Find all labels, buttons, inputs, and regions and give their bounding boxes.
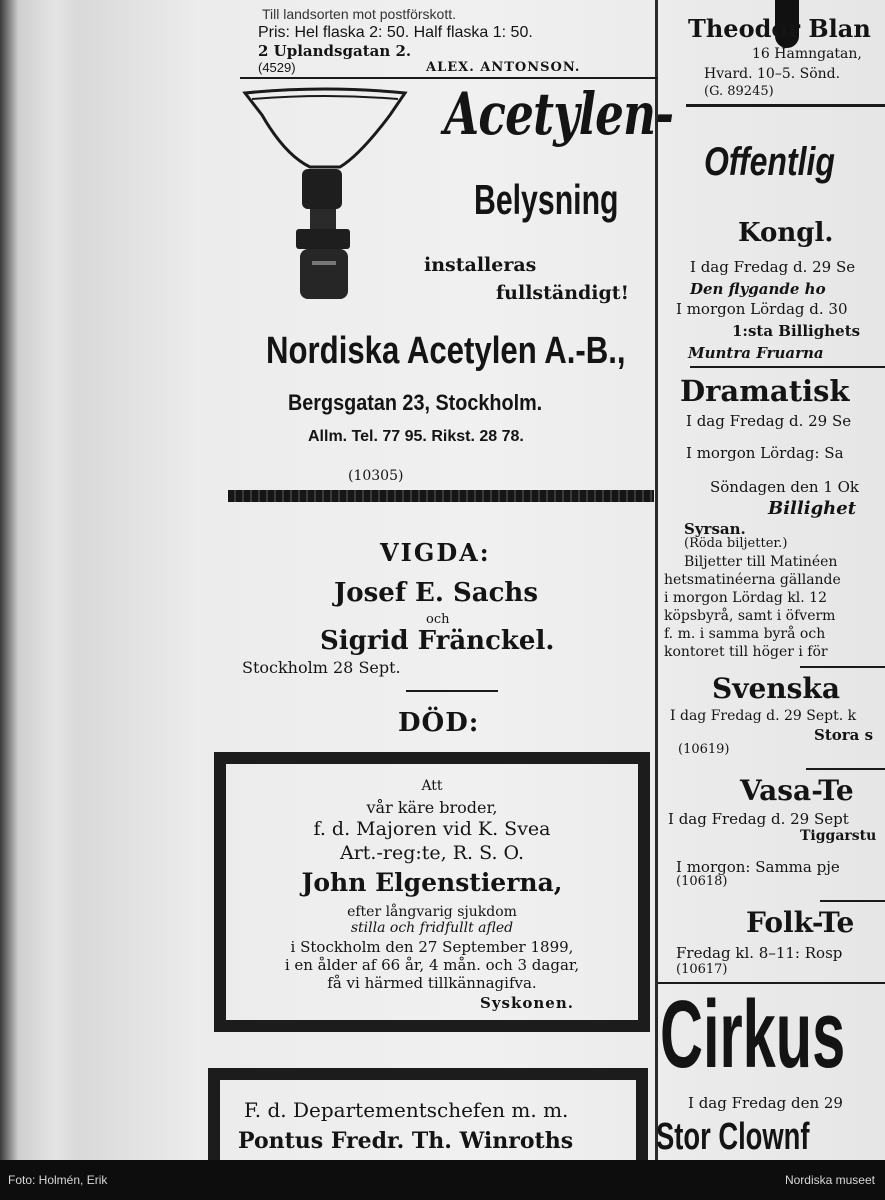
top-ad-signer: ALEX. ANTONSON. — [426, 60, 581, 75]
svenska-heading: Svenska — [712, 672, 840, 705]
acetylene-lamp-icon — [240, 85, 410, 310]
ad-line-installeras: installeras — [424, 254, 537, 276]
ad-subhead: Belysning — [474, 176, 619, 223]
top-ad-rule — [240, 77, 658, 79]
top-ad-line-1: Till landsorten mot postförskott. — [262, 6, 457, 22]
vasa-line-2: Tiggarstu — [800, 828, 877, 844]
dramatiska-line-8: hetsmatinéerna gällande — [664, 572, 841, 588]
folk-ref: (10617) — [676, 962, 728, 977]
vasa-ref: (10618) — [676, 874, 728, 889]
kongl-line-3: I morgon Lördag d. 30 — [676, 300, 848, 318]
death-line-announce: få vi härmed tillkännagifva. — [327, 974, 537, 992]
death-header: DÖD: — [398, 708, 480, 738]
theodor-ad-street: 16 Hamngatan, — [752, 46, 862, 62]
right-rule-3 — [800, 666, 885, 668]
dramatiska-heading: Dramatisk — [680, 374, 850, 408]
death-name: John Elgenstierna, — [301, 868, 563, 897]
theodor-ad-hours: Hvard. 10–5. Sönd. — [704, 66, 841, 82]
svenska-ref: (10619) — [678, 742, 730, 757]
ad-bottom-rule — [228, 490, 654, 502]
kongl-line-4: 1:sta Billighets — [732, 322, 861, 340]
dramatiska-line-6: (Röda biljetter.) — [684, 536, 788, 551]
marriage-place-date: Stockholm 28 Sept. — [242, 658, 401, 677]
death-signed: Syskonen. — [480, 994, 574, 1012]
kongl-heading: Kongl. — [738, 218, 834, 248]
right-rule-2 — [690, 366, 885, 368]
death-line-age: i en ålder af 66 år, 4 mån. och 3 dagar, — [284, 956, 580, 974]
death-line-majoren: f. d. Majoren vid K. Svea — [313, 818, 551, 840]
photo-credit-bar — [0, 1160, 885, 1200]
vasa-heading: Vasa-Te — [740, 774, 854, 807]
theodor-ad-ref: (G. 89245) — [704, 84, 774, 99]
ad-company: Nordiska Acetylen A.-B., — [266, 330, 626, 372]
death-line-sjukdom: efter långvarig sjukdom — [347, 904, 517, 920]
top-ad-ref: (4529) — [258, 60, 296, 75]
death-line-att: Att — [421, 778, 443, 794]
column-divider — [655, 0, 658, 1160]
dramatiska-line-5: Syrsan. — [684, 520, 746, 538]
dramatiska-line-7: Biljetter till Matinéen — [684, 554, 838, 570]
marriage-bride: Sigrid Fränckel. — [320, 626, 555, 656]
dramatiska-line-4: Billighet — [768, 498, 857, 519]
kongl-line-1: I dag Fredag d. 29 Se — [690, 258, 856, 276]
dramatiska-line-11: f. m. i samma byrå och — [664, 626, 826, 642]
ad-address: Bergsgatan 23, Stockholm. — [288, 390, 543, 415]
marriage-rule — [406, 690, 498, 692]
ad-line-fullstandigt: fullständigt! — [496, 282, 629, 304]
offentliga-heading: Offentlig — [704, 140, 835, 184]
death-line-broder: vår käre broder, — [366, 798, 498, 817]
theodor-ad-title: Theodor Blan — [688, 14, 871, 43]
marriage-header: VIGDA: — [380, 538, 491, 567]
kongl-line-5: Muntra Fruarna — [688, 344, 824, 362]
dramatiska-line-3: Söndagen den 1 Ok — [710, 478, 860, 496]
cirkus-line-1: I dag Fredag den 29 — [688, 1094, 843, 1112]
death-line-date: i Stockholm den 27 September 1899, — [290, 938, 574, 956]
marriage-groom: Josef E. Sachs — [334, 578, 538, 608]
dramatiska-line-10: köpsbyrå, samt i öfverm — [664, 608, 836, 624]
institution-name: Nordiska museet — [784, 1173, 875, 1187]
ad-ref: (10305) — [348, 468, 404, 484]
ad-phones: Allm. Tel. 77 95. Rikst. 28 78. — [308, 428, 524, 445]
right-rule-1 — [686, 104, 885, 107]
dramatiska-line-9: i morgon Lördag kl. 12 — [664, 590, 827, 606]
right-rule-5 — [820, 900, 885, 902]
vasa-line-3: I morgon: Samma pje — [676, 858, 840, 876]
folk-line-1: Fredag kl. 8–11: Rosp — [676, 944, 843, 962]
top-ad-price: Pris: Hel flaska 2: 50. Half flaska 1: 50. — [258, 24, 533, 41]
death-line-regemente: Art.-reg:te, R. S. O. — [339, 842, 525, 864]
second-notice-line-1: F. d. Departementschefen m. m. — [244, 1098, 569, 1122]
dramatiska-line-12: kontoret till höger i för — [664, 644, 828, 660]
ad-headline: Acetylen- — [444, 80, 674, 148]
cirkus-line-2: Stor Clownf — [656, 1116, 810, 1158]
marriage-och: och — [426, 612, 450, 627]
svenska-line-1: I dag Fredag d. 29 Sept. k — [670, 708, 857, 724]
folk-heading: Folk-Te — [746, 906, 855, 939]
kongl-line-2: Den flygande ho — [690, 280, 826, 298]
cirkus-heading: Cirkus — [660, 981, 846, 1088]
second-notice-line-2: Pontus Fredr. Th. Winroths — [238, 1128, 574, 1154]
dramatiska-line-1: I dag Fredag d. 29 Se — [686, 412, 852, 430]
photo-credit: Foto: Holmén, Erik — [8, 1173, 108, 1187]
svenska-line-2: Stora s — [814, 726, 874, 744]
death-line-stilla: stilla och fridfullt afled — [350, 920, 514, 936]
right-rule-4 — [806, 768, 885, 770]
dramatiska-line-2: I morgon Lördag: Sa — [686, 444, 844, 462]
vasa-line-1: I dag Fredag d. 29 Sept — [668, 810, 849, 828]
top-ad-address: 2 Uplandsgatan 2. — [258, 42, 412, 60]
